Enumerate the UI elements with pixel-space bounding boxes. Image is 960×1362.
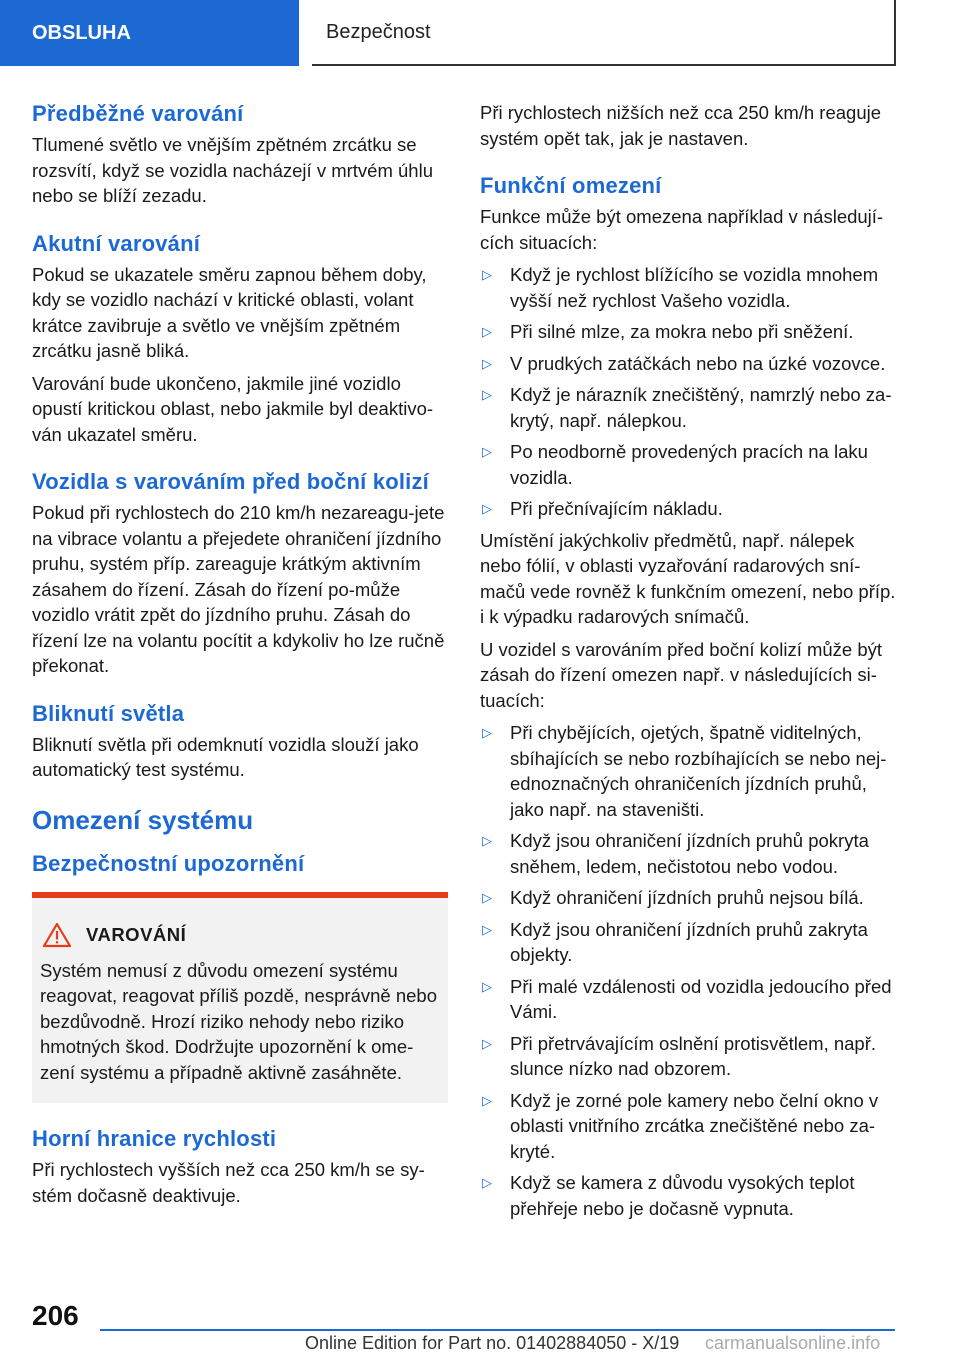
triangle-bullet-icon: ▷ [482, 501, 492, 516]
list-item: ▷ Když se kamera z důvodu vysokých teplot přehřeje nebo je dočasně vypnuta. [482, 1172, 855, 1219]
steering-limits-list [480, 720, 896, 1221]
list-item: ▷ Když je zorné pole kamery nebo čelní okno v oblasti vnitřního zrcátka znečištěné nebo za-kryté. [482, 1089, 879, 1162]
function-limits-list [480, 262, 896, 522]
triangle-bullet-icon: ▷ [482, 833, 492, 848]
list-item: ▷ Při chybějících, ojetých, špatně viditelných, sbíhajících se nebo rozbíhajících se nebo nej-ednoznačných ohraničeních jízdních pruhů, jako např. na staveništi. [482, 722, 887, 820]
list-item: ▷ Když je rychlost blížícího se vozidla mnohem vyšší než rychlost Vašeho vozidla. [482, 264, 879, 311]
page-number: 206 [32, 1300, 79, 1331]
list-item: ▷ Když jsou ohraničení jízdních pruhů pokryta sněhem, ledem, nečistotou nebo vodou. [482, 830, 869, 877]
heading-safety-notes: Bezpečnostní upozornění [32, 850, 305, 876]
list-item: ▷ Když ohraničení jízdních pruhů nejsou bílá. [480, 885, 896, 911]
warning-text: Systém nemusí z důvodu omezení systému reagovat, reagovat příliš pozdě, nesprávně nebo bezdůvodně. Hrozí riziko nehody nebo riziko hmotných škod. Dodržujte upozornění k ome-zení systému a případně aktivně zasáhněte. [40, 959, 437, 1083]
triangle-bullet-icon: ▷ [482, 267, 492, 282]
list-item: ▷ Po neodborně provedených pracích na laku vozidla. [482, 441, 868, 488]
function-limits-intro: Funkce může být omezena například v následují-cích situacích: [480, 206, 884, 253]
edition-text: Online Edition for Part no. 01402884050 - X/19 [305, 1333, 680, 1353]
warning-triangle-icon [42, 922, 72, 948]
list-item: ▷ Při silné mlze, za mokra nebo při sněžení. [480, 319, 896, 345]
watermark-text: carmanualsonline.info [705, 1333, 881, 1353]
triangle-bullet-icon: ▷ [482, 1092, 492, 1108]
triangle-bullet-icon: ▷ [482, 355, 492, 371]
list-item: ▷ Když je nárazník znečištěný, namrzlý nebo za-krytý, např. nálepkou. [482, 384, 892, 431]
triangle-bullet-icon: ▷ [482, 978, 492, 994]
triangle-bullet-icon: ▷ [482, 1035, 492, 1051]
heading-upper-speed: Horní hranice rychlosti [32, 1126, 277, 1151]
heading-side-collision: Vozidla s varováním před boční kolizí [32, 469, 429, 494]
light-flash-text: Bliknutí světla při odemknutí vozidla slouží jako automatický test systému. [32, 733, 419, 780]
acute-warning-text-1: Pokud se ukazatele směru zapnou během doby, kdy se vozidlo nachází v kritické oblasti, volant krátce zavibruje a světlo ve vnějším zpětném zrcátku jasně bliká. [32, 263, 427, 361]
triangle-bullet-icon: ▷ [482, 725, 492, 740]
left-column [32, 100, 448, 1215]
chapter-title: Bezpečnost [312, 0, 896, 66]
side-collision-text: Pokud při rychlostech do 210 km/h nezareagu-jete na vibrace volantu a přejedete ohraničení jízdního pruhu, systém příp. zareaguje krátkým aktivním zásahem do řízení. Zásah do řízení po-může vozidlo vrátit zpět do jízdního pruhu. Zásah do řízení lze na volantu pocítit a kdykoliv ho lze ručně překonat. [32, 502, 445, 676]
list-item: ▷ V prudkých zatáčkách nebo na úzké vozovce. [480, 351, 896, 377]
list-item: ▷ Při přetrvávajícím oslnění protisvětlem, např. slunce nízko nad obzorem. [482, 1032, 877, 1079]
triangle-bullet-icon: ▷ [482, 324, 492, 339]
right-intro-text: Při rychlostech nižších než cca 250 km/h reaguje systém opět tak, jak je nastaven. [480, 102, 882, 149]
pre-warning-text: Tlumené světlo ve vnějším zpětném zrcátku se rozsvítí, když se vozidla nacházejí v mrtvém úhlu nebo se blíží zezadu. [32, 134, 433, 206]
warning-title: VAROVÁNÍ [86, 923, 187, 945]
warning-box [32, 892, 448, 1104]
section-tab: OBSLUHA [0, 0, 299, 66]
upper-speed-text: Při rychlostech vyšších než cca 250 km/h se sy-stém dočasně deaktivuje. [32, 1159, 425, 1206]
heading-pre-warning: Předběžné varování [32, 101, 244, 126]
page-header [0, 0, 960, 66]
list-item: ▷ Když jsou ohraničení jízdních pruhů zakryta objekty. [482, 918, 868, 965]
sensor-note-text: Umístění jakýchkoliv předmětů, např. nálepek nebo fólií, v oblasti vyzařování radarových sní-mačů vede rovněž k funkčním omezení, nebo příp. i k výpadku radarových snímačů. [480, 529, 896, 627]
warning-header [40, 922, 440, 948]
triangle-bullet-icon: ▷ [482, 444, 492, 459]
triangle-bullet-icon: ▷ [482, 921, 492, 937]
heading-acute-warning: Akutní varování [32, 230, 201, 256]
heading-light-flash: Bliknutí světla [32, 700, 185, 726]
triangle-bullet-icon: ▷ [482, 1175, 492, 1190]
right-column [480, 100, 896, 1227]
footer-divider [100, 1329, 895, 1331]
acute-warning-text-2: Varování bude ukončeno, jakmile jiné vozidlo opustí kritickou oblast, nebo jakmile byl deaktivo-ván ukazatel směru. [32, 372, 434, 445]
triangle-bullet-icon: ▷ [482, 890, 492, 905]
list-item: ▷ Při malé vzdálenosti od vozidla jedoucího před Vámi. [482, 975, 892, 1022]
heading-function-limits: Funkční omezení [480, 173, 662, 198]
triangle-bullet-icon: ▷ [482, 387, 492, 402]
side-collision-limits-text: U vozidel s varováním před boční kolizí může být zásah do řízení omezen např. v následujících si-tuacích: [480, 638, 883, 711]
heading-system-limits: Omezení systému [32, 804, 254, 835]
list-item: ▷ Při přečnívajícím nákladu. [480, 496, 896, 522]
